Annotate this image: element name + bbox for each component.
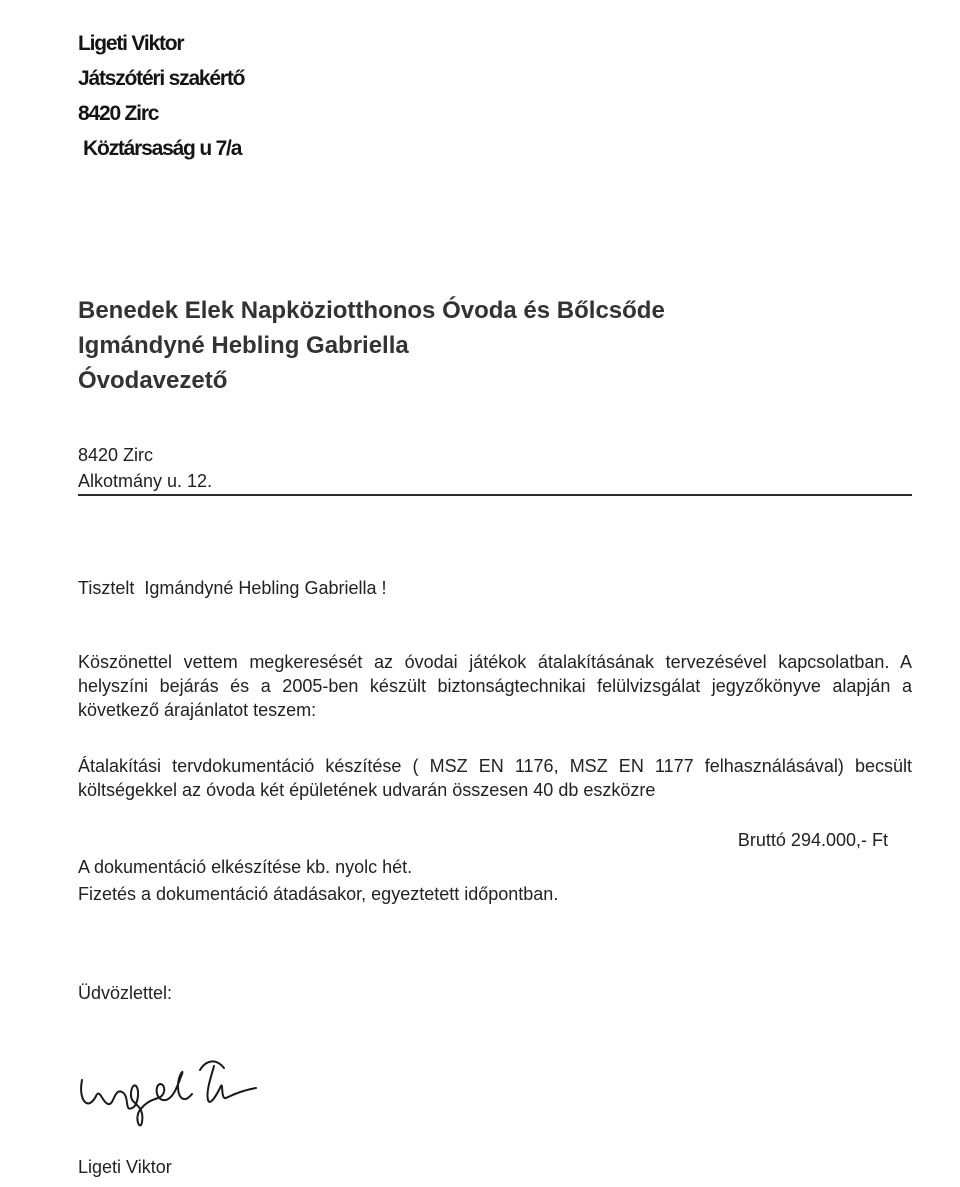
recipient-organization: Benedek Elek Napköziotthonos Óvoda és Bőlcsőde [78, 297, 665, 324]
address-divider [78, 494, 912, 496]
duration-note: A dokumentáció elkészítése kb. nyolc hét. [78, 857, 413, 877]
gross-price: Bruttó 294.000,- Ft [737, 830, 888, 850]
sender-name: Ligeti Viktor [78, 32, 184, 55]
sender-street: Köztársaság u 7/a [83, 137, 242, 160]
recipient-name: Igmándyné Hebling Gabriella [78, 332, 409, 359]
sender-title: Játszótéri szakértő [78, 67, 245, 90]
signer-name: Ligeti Viktor [78, 1157, 172, 1177]
sender-block [78, 26, 244, 166]
recipient-block [78, 293, 665, 398]
body-paragraph-request: Köszönettel vettem megkeresését az óvodai játékok átalakításának tervezésével kapcsolatban. A helyszíni bejárás és a 2005-ben készült biztonságtechnikai felülvizsgálat jegyzőkönyve alapján a következő árajánlatot teszem: [78, 652, 912, 720]
body-paragraph-offer: Átalakítási tervdokumentáció készítése ( MSZ EN 1176, MSZ EN 1177 felhasználásával) becsült költségekkel az óvoda két épületének udvarán összesen 40 db eszközre [78, 756, 912, 800]
closing-greeting: Üdvözlettel: [78, 983, 173, 1003]
handwritten-signature [74, 1040, 274, 1135]
signature-graphic [74, 1040, 274, 1130]
recipient-city: 8420 Zirc [78, 445, 154, 465]
salutation: Tisztelt Igmándyné Hebling Gabriella ! [78, 578, 387, 598]
terms-block [78, 854, 558, 908]
sender-city: 8420 Zirc [78, 102, 159, 125]
recipient-street: Alkotmány u. 12. [78, 471, 213, 491]
payment-note: Fizetés a dokumentáció átadásakor, egyeztetett időpontban. [78, 884, 559, 904]
recipient-address [78, 442, 212, 494]
recipient-role: Óvodavezető [78, 367, 228, 394]
